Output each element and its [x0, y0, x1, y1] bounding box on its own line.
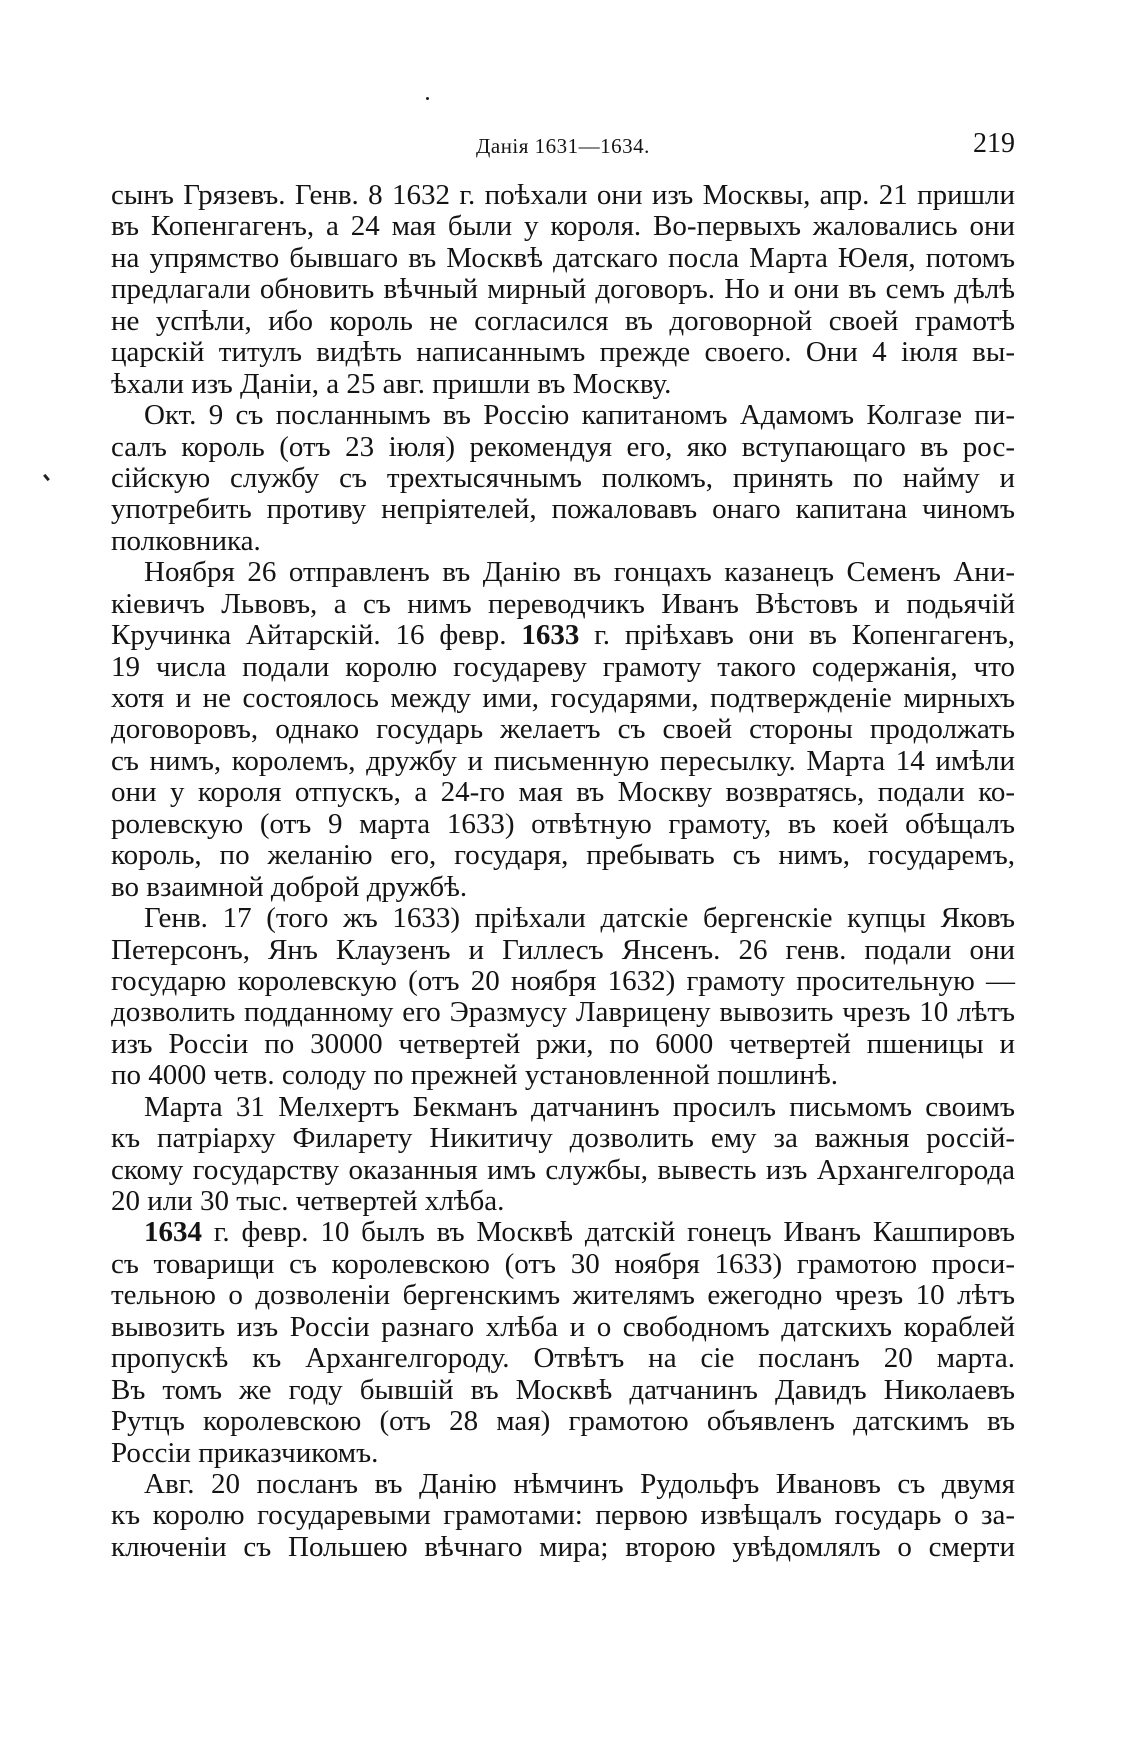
text-line: Авг. 20 посланъ въ Данію нѣмчинъ Рудольфъ Ивановъ съ двумя [144, 1467, 1015, 1500]
text-line: съ нимъ, королемъ, дружбу и письменную пересылку. Марта 14 имѣли [111, 744, 1015, 777]
paragraph [111, 400, 1015, 557]
text-line: Окт. 9 съ посланнымъ въ Россію капитаномъ Адамомъ Колгазе пи- [144, 399, 1015, 432]
text-line: изъ Россіи по 30000 четвертей ржи, по 6000 четвертей пшеницы и [111, 1027, 1015, 1060]
text-line: скому государству оказанныя имъ службы, вывесть изъ Архангелгорода [111, 1153, 1015, 1186]
bold-year: 1633 [521, 619, 580, 652]
text-line: хотя и не состоялось между ими, государями, подтвержденіе мирныхъ [111, 682, 1015, 714]
bold-year: 1634 [144, 1216, 202, 1249]
text-line: во взаимной доброй дружбѣ. [111, 870, 468, 903]
scan-speck [426, 97, 429, 100]
page-number: 219 [973, 128, 1015, 159]
text-line: ролевскую (отъ 9 марта 1633) отвѣтную грамоту, въ коей обѣщалъ [111, 807, 1015, 840]
text-line: Въ томъ же году бывшій въ Москвѣ датчанинъ Давидъ Николаевъ [111, 1373, 1015, 1406]
paragraph [111, 557, 1015, 903]
text-line: къ королю государевыми грамотами: первою извѣщалъ государь о за- [111, 1499, 1015, 1532]
text-line: по 4000 четв. солоду по прежней установленной пошлинѣ. [111, 1059, 838, 1092]
text-line: тельною о дозволеніи бергенскимъ жителямъ ежегодно чрезъ 10 лѣтъ [111, 1279, 1015, 1312]
text-line: они у короля отпускъ, а 24-го мая въ Москву возвратясь, подали ко- [111, 776, 1015, 809]
text-line: съ товарищи съ королевскою (отъ 30 ноября 1633) грамотою проси- [111, 1247, 1015, 1280]
text-line: ѣхали изъ Даніи, а 25 авг. пришли въ Москву. [111, 367, 672, 400]
text-line: 1634 г. февр. 10 былъ въ Москвѣ датскій гонецъ Иванъ Кашпировъ [144, 1216, 1015, 1249]
text-line: 20 или 30 тыс. четвертей хлѣба. [111, 1185, 505, 1217]
text-line: пропускѣ къ Архангелгороду. Отвѣтъ на сіе посланъ 20 марта. [111, 1342, 1015, 1375]
scan-speck [43, 474, 50, 481]
text-line: кіевичъ Львовъ, а съ нимъ переводчикъ Иванъ Вѣстовъ и подьячій [111, 587, 1015, 620]
text-line: Рутцъ королевскою (отъ 28 мая) грамотою объявленъ датскимъ въ [111, 1405, 1015, 1438]
text-line: Марта 31 Мелхертъ Бекманъ датчанинъ просилъ письмомъ своимъ [144, 1090, 1015, 1123]
page-body [111, 180, 1015, 1563]
text-line: Ноября 26 отправленъ въ Данію въ гонцахъ казанецъ Семенъ Ани- [144, 556, 1015, 589]
text-line: 19 числа подали королю государеву грамоту такого содержанія, что [111, 650, 1015, 683]
paragraph [111, 1092, 1015, 1218]
text-line: дозволить подданному его Эразмусу Лаврицену вывозить чрезъ 10 лѣтъ [111, 996, 1015, 1029]
text-line: король, по желанію его, государя, пребывать съ нимъ, государемъ, [111, 839, 1015, 872]
text-line: сынъ Грязевъ. Генв. 8 1632 г. поѣхали они изъ Москвы, апр. 21 пришли [111, 179, 1015, 211]
text-line: не успѣли, ибо король не согласился въ договорной своей грамотѣ [111, 304, 1015, 337]
text-line: въ Копенгагенъ, а 24 мая были у короля. Во-первыхъ жаловались они [111, 210, 1015, 243]
text-line: Генв. 17 (того жъ 1633) пріѣхали датскіе бергенскіе купцы Яковъ [144, 902, 1015, 935]
text-line: Россіи приказчикомъ. [111, 1436, 379, 1469]
page-header [111, 128, 1015, 164]
text-line: ключеніи съ Польшею вѣчнаго мира; второю увѣдомлялъ о смерти [111, 1530, 1015, 1563]
paragraph [111, 1469, 1015, 1563]
text-line: на упрямство бывшаго въ Москвѣ датскаго посла Марта Юеля, потомъ [111, 241, 1015, 274]
text-line: Кручинка Айтарскій. 16 февр. 1633 г. пріѣхавъ они въ Копенгагенъ, [111, 619, 1015, 652]
text-line: Петерсонъ, Янъ Клаузенъ и Гиллесъ Янсенъ. 26 генв. подали они [111, 933, 1015, 966]
text-line: полковника. [111, 524, 261, 557]
running-title: Данія 1631—1634. [476, 134, 650, 158]
text-line: предлагали обновить вѣчный мирный договоръ. Но и они въ семъ дѣлѣ [111, 273, 1015, 306]
text-line: салъ король (отъ 23 іюля) рекомендуя его, яко вступающаго въ рос- [111, 430, 1015, 463]
paragraph [111, 180, 1015, 400]
text-line: вывозить изъ Россіи разнаго хлѣба и о свободномъ датскихъ кораблей [111, 1310, 1015, 1343]
paragraph [111, 903, 1015, 1092]
text-line: царскій титулъ видѣть написаннымъ прежде своего. Они 4 іюля вы- [111, 336, 1015, 369]
text-line: къ патріарху Филарету Никитичу дозволить ему за важныя россій- [111, 1122, 1015, 1155]
text-line: употребить противу непріятелей, пожаловавъ онаго капитана чиномъ [111, 493, 1015, 526]
paragraph [111, 1217, 1015, 1469]
text-line: договоровъ, однако государь желаетъ съ своей стороны продолжать [111, 713, 1015, 746]
text-line: сійскую службу съ трехтысячнымъ полкомъ, принять по найму и [111, 461, 1015, 494]
text-line: государю королевскую (отъ 20 ноября 1632) грамоту просительную — [111, 964, 1015, 997]
